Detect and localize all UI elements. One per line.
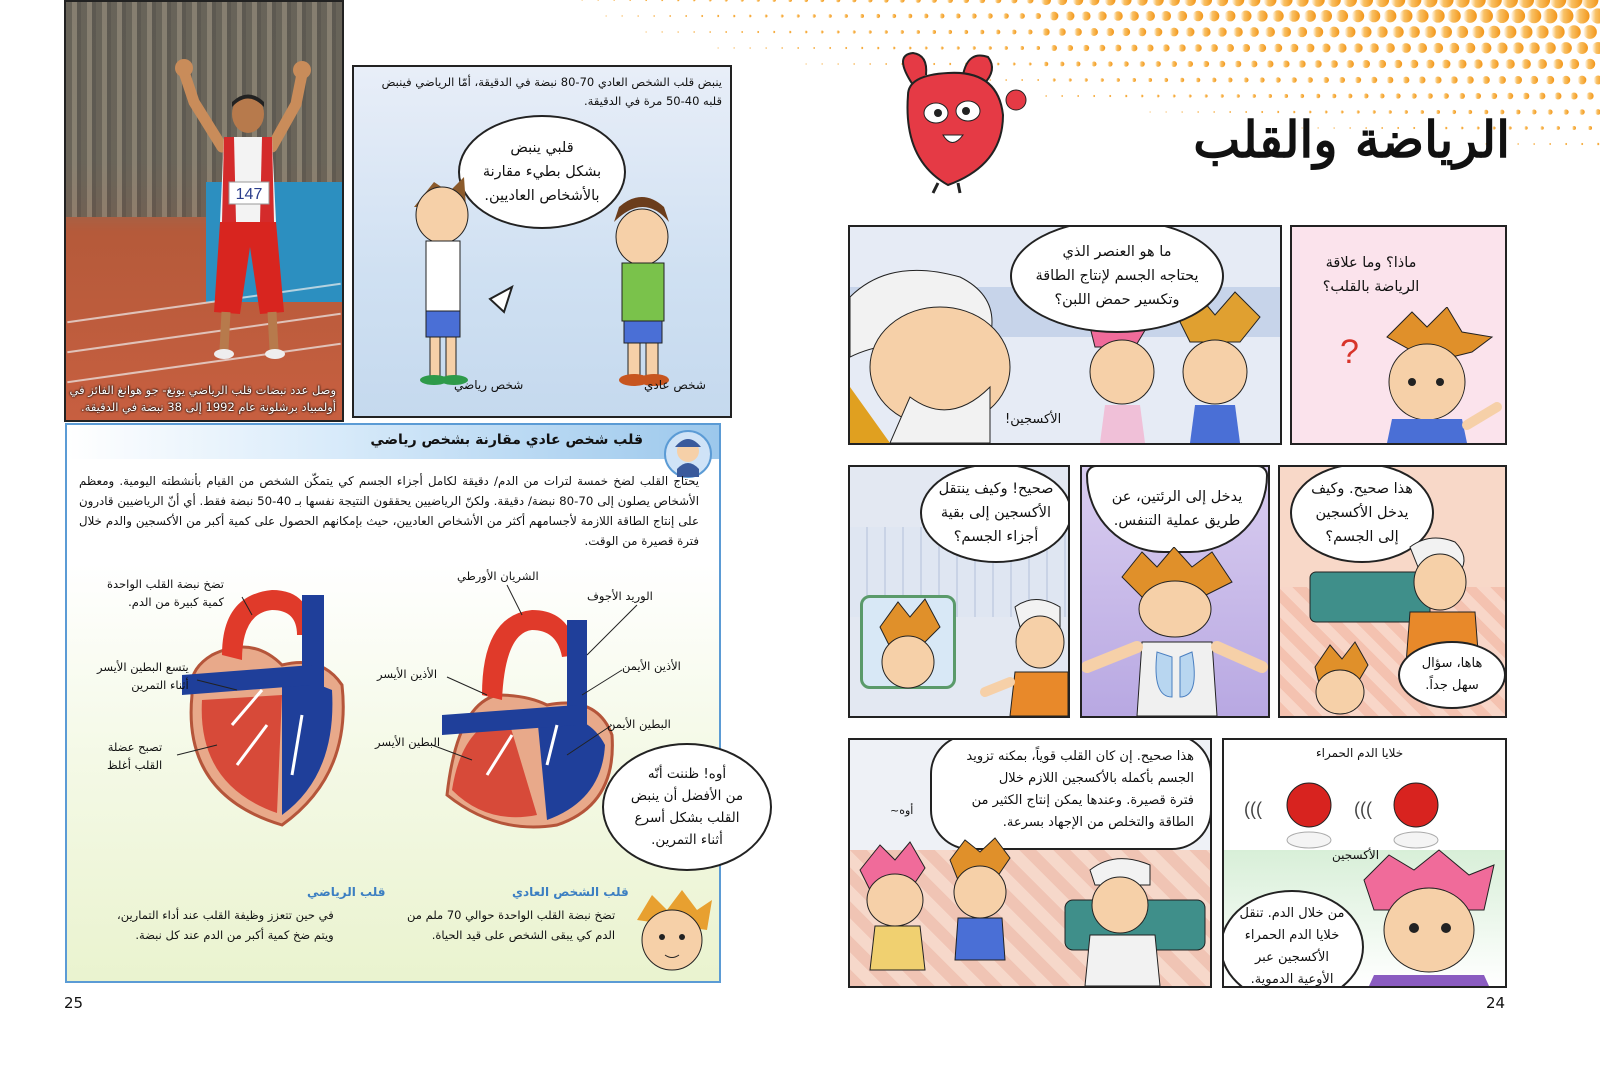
comic-panel-3: [1278, 465, 1507, 718]
athlete-heart-caption-heading: قلب الرياضي: [307, 885, 386, 899]
heart-mascot-illustration: [888, 45, 1028, 195]
bubble-line-2: بشكل بطيء مقارنة: [482, 164, 602, 180]
comic-panel-5: [848, 465, 1070, 718]
kids-and-professor-illustration: [850, 830, 1210, 986]
label-pump-volume: تضخ نبضة القلب الواحدة كمية كبيرة من الدم.: [107, 577, 224, 609]
photo-caption: [68, 382, 336, 416]
panel-2-shout: الأكسجين!: [1005, 412, 1062, 427]
label-left-ventricle: البطين الأيسر: [375, 735, 441, 749]
panel-4-speech-bubble: يدخل إلى الرئتين، عن طريق عملية التنفس.: [1086, 465, 1268, 553]
label-left-atrium: الأذين الأيسر: [377, 667, 438, 681]
svg-text:(((: (((: [1354, 799, 1372, 819]
bubble-line-3: بالأشخاص العاديين.: [484, 188, 600, 204]
panel-7-speech-bubble: هذا صحيح. إن كان القلب قوياً، بمكنه تزويد الجسم بأكمله بالأكسجين اللازم خلال فترة قصيرة. وعندها يمكن إنتاج الكثير من الطاقة والتخلص من الإجهاد بسرعة.: [930, 738, 1212, 850]
athlete-heart-caption: في حين تتعزز وظيفة القلب عند أداء التمارين، ويتم ضخ كمية أكبر من الدم عند كل نبضة.: [117, 908, 334, 942]
comic-panel-4: [1080, 465, 1270, 718]
athlete-photo: [64, 0, 344, 422]
kid-speech-bubble: أوه! ظننت أنّه من الأفضل أن ينبض القلب بشكل أسرع أثناء التمرين.: [602, 743, 772, 871]
label-aorta: الشريان الأورطي: [457, 569, 539, 583]
svg-text:?: ?: [1340, 333, 1359, 371]
label-left-ventricle-expands: يتسع البطين الأيسر أثناء التمرين: [97, 660, 189, 692]
two-boys-illustration: [394, 167, 714, 392]
runner-figure: [174, 32, 314, 362]
label-right-atrium: الأذين الأيمن: [622, 659, 681, 673]
bib-number: 147: [235, 186, 263, 203]
kid-thinking-illustration: [627, 885, 719, 979]
panel-3-speech-bubble: هذا صحيح. وكيف يدخل الأكسجين إلى الجسم؟: [1290, 465, 1434, 563]
panel-7-sound: أوه~: [890, 804, 914, 817]
panel-6-speech-bubble: من خلال الدم. تنقل خلايا الدم الحمراء الأكسجين عبر الأوعية الدموية.: [1222, 890, 1364, 988]
svg-text:(((: (((: [1244, 799, 1262, 819]
normal-heart-caption: تضخ نبضة القلب الواحدة حوالي 70 ملم من الدم كي يبقى الشخص على قيد الحياة.: [407, 908, 616, 942]
info-paragraph: يحتاج القلب لضخ خمسة لترات من الدم/ دقيقة لكامل أجزاء الجسم كي يتمكّن الشخص من القيام بأنشطته اليومية. ومعظم الأشخاص يصلون إلى 70-80 نبضة/ دقيقة. ولكنّ الرياضيين يحققون النتيجة نفسها بـ 40-50 نبضة فقط. أي أنّ الرياضيين قادرون على إنتاج الطاقة اللازمة لأجسامهم أكثر من الأشخاص العاديين، حيث بإمكانهم الحصول على كمية أكبر من الأكسجين والدم خلال فترة قصيرة من الوقت.: [79, 474, 700, 548]
boy-breathing-illustration: [1082, 547, 1268, 716]
photo-caption-line-1: وصل عدد نبضات قلب الرياضي يونغ- جو هوانغ الفائز في: [69, 383, 336, 397]
page-title: الرياضة والقلب: [1193, 110, 1510, 169]
panel-2-speech-bubble: ما هو العنصر الذي يحتاجه الجسم لإنتاج الطاقة وتكسير حمض اللبن؟: [1010, 225, 1224, 333]
label-oxygen: الأكسجين: [1332, 848, 1380, 862]
comic-panel-2: [848, 225, 1282, 445]
label-normal-person: شخص عادي: [644, 378, 706, 392]
bubble-line-1: قلبي ينبض: [510, 140, 574, 156]
intro-line-2: قلبه 40-50 مرة في الدقيقة.: [584, 94, 722, 108]
comic-panel-7: [848, 738, 1212, 988]
comic-panel-6: [1222, 738, 1507, 988]
panel-5-speech-bubble: صحيح! وكيف ينتقل الأكسجين إلى بقية أجزاء الجسم؟: [920, 465, 1070, 563]
photo-caption-line-2: أولمبياد برشلونة عام 1992 إلى 38 نبضة في الدقيقة.: [81, 400, 336, 414]
comparison-comic-panel: [352, 65, 732, 418]
panel-1-speech: ماذا؟ وما علاقة الرياضة بالقلب؟: [1322, 255, 1420, 295]
comparison-intro: [362, 73, 722, 111]
info-header-title: قلب شخص عادي مقارنة بشخص رياضي: [370, 432, 643, 448]
page-number-left: 25: [64, 994, 84, 1012]
intro-line-1: ينبض قلب الشخص العادي 70-80 نبضة في الدقيقة، أمّا الرياضي فينبض: [381, 75, 722, 89]
label-vena-cava: الوريد الأجوف: [587, 589, 653, 603]
boy-confused-illustration: [1292, 307, 1505, 443]
page-number-right: 24: [1486, 994, 1506, 1012]
comic-panel-1: [1290, 225, 1507, 445]
label-right-ventricle: البطين الأيمن: [607, 717, 671, 731]
panel-3-laugh-bubble: هاها، سؤال سهل جداً.: [1398, 641, 1506, 709]
professor-pointing-illustration: [850, 587, 1068, 716]
label-thicker-muscle: تصبح عضلة القلب أغلظ: [107, 740, 163, 772]
normal-heart-caption-heading: قلب الشخص العادي: [512, 885, 629, 899]
label-red-blood-cells: خلايا الدم الحمراء: [1316, 746, 1404, 760]
heart-comparison-info-panel: [65, 423, 744, 983]
label-athlete: شخص رياضي: [454, 378, 524, 392]
